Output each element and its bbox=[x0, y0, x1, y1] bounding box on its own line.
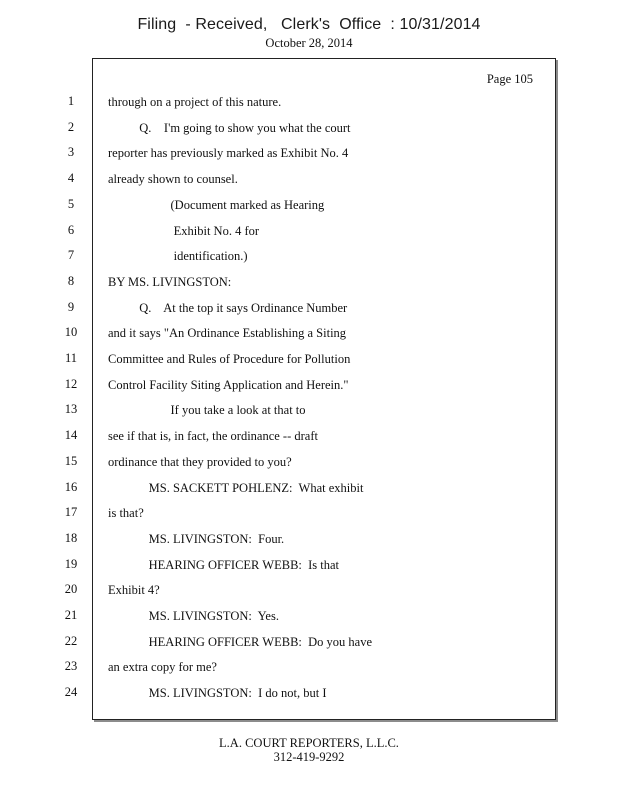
line-number: 15 bbox=[64, 453, 78, 468]
page-number: Page 105 bbox=[486, 72, 533, 86]
line-number: 22 bbox=[64, 633, 78, 648]
filing-stamp: Filing - Received, Clerk's Office : 10/31/2014 bbox=[137, 16, 481, 33]
line-number: 8 bbox=[67, 273, 75, 288]
line-number: 18 bbox=[64, 530, 78, 545]
transcript-line: (Document marked as Hearing bbox=[108, 197, 325, 212]
transcript-page bbox=[92, 58, 556, 720]
line-number: 5 bbox=[67, 196, 75, 211]
reporter-phone: 312-419-9292 bbox=[273, 750, 345, 764]
reporter-company: L.A. COURT REPORTERS, L.L.C. bbox=[219, 736, 399, 750]
line-number: 16 bbox=[64, 479, 78, 494]
line-number: 11 bbox=[64, 351, 78, 365]
line-number: 19 bbox=[64, 556, 78, 571]
transcript-line: identification.) bbox=[108, 249, 248, 264]
transcript-line: Exhibit No. 4 for bbox=[108, 223, 260, 238]
transcript-line: BY MS. LIVINGSTON: bbox=[108, 274, 232, 289]
transcript-line: MS. LIVINGSTON: Yes. bbox=[108, 609, 279, 623]
transcript-line: already shown to counsel. bbox=[108, 172, 238, 187]
transcript-line: Q. I'm going to show you what the court bbox=[108, 120, 351, 135]
transcript-line: HEARING OFFICER WEBB: Do you have bbox=[108, 634, 373, 649]
line-number: 13 bbox=[64, 402, 78, 417]
line-number: 6 bbox=[67, 222, 75, 237]
transcript-line: through on a project of this nature. bbox=[108, 95, 282, 109]
transcript-line: Q. At the top it says Ordinance Number bbox=[108, 300, 348, 315]
line-number: 4 bbox=[67, 171, 75, 186]
transcript-line: HEARING OFFICER WEBB: Is that bbox=[108, 557, 340, 572]
line-number: 10 bbox=[64, 325, 78, 340]
transcript-line: If you take a look at that to bbox=[108, 403, 306, 418]
transcript-line: reporter has previously marked as Exhibit No. 4 bbox=[108, 146, 349, 161]
transcript-line: Committee and Rules of Procedure for Pollution bbox=[108, 352, 351, 366]
line-number: 20 bbox=[64, 582, 78, 597]
transcript-line: MS. SACKETT POHLENZ: What exhibit bbox=[108, 480, 364, 495]
transcript-line: ordinance that they provided to you? bbox=[108, 454, 292, 469]
line-number: 14 bbox=[64, 428, 78, 443]
transcript-line: Control Facility Siting Application and Herein." bbox=[108, 377, 349, 392]
line-number: 12 bbox=[64, 376, 78, 391]
line-number: 3 bbox=[67, 145, 75, 160]
line-number: 24 bbox=[64, 685, 78, 700]
transcript-line: Exhibit 4? bbox=[108, 583, 160, 598]
line-number: 21 bbox=[64, 608, 78, 622]
transcript-date: October 28, 2014 bbox=[265, 36, 353, 50]
line-number: 23 bbox=[64, 659, 78, 674]
transcript-line: and it says "An Ordinance Establishing a Siting bbox=[108, 326, 347, 341]
transcript-line: MS. LIVINGSTON: Four. bbox=[108, 531, 285, 546]
line-number: 1 bbox=[67, 94, 75, 108]
line-number: 7 bbox=[67, 248, 75, 263]
line-number: 17 bbox=[64, 505, 78, 520]
line-number: 2 bbox=[67, 119, 75, 134]
transcript-line: MS. LIVINGSTON: I do not, but I bbox=[108, 686, 327, 701]
transcript-line: an extra copy for me? bbox=[108, 660, 217, 675]
transcript-line: see if that is, in fact, the ordinance -- draft bbox=[108, 429, 318, 444]
line-number: 9 bbox=[67, 299, 75, 314]
transcript-line: is that? bbox=[108, 506, 144, 521]
